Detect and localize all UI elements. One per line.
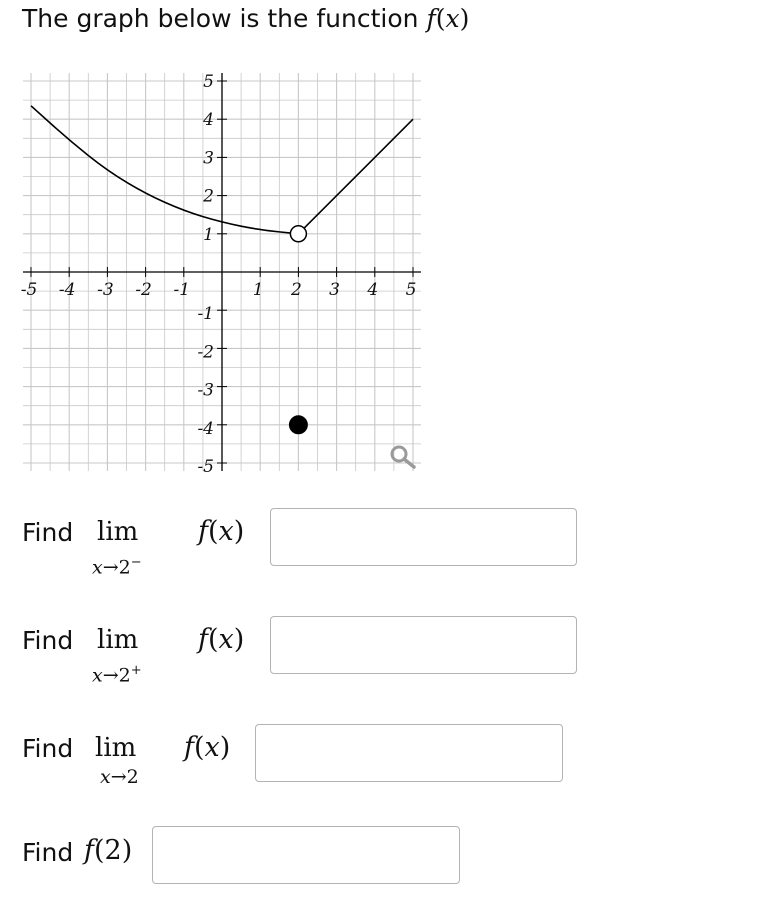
magnifier-icon[interactable] [388,442,418,472]
find-label: Find [22,518,74,547]
x-tick-label: 1 [252,280,264,300]
x-tick-label: -4 [58,280,76,300]
y-tick-label: -2 [197,342,214,363]
function-notation: f(x) [426,4,470,33]
tick-labels [21,72,417,477]
left-limit-input[interactable] [270,508,577,566]
y-tick-label: 2 [203,186,214,207]
x-tick-label: -3 [97,280,114,300]
y-tick-label: 1 [203,224,214,245]
x-tick-label: -1 [173,280,191,300]
open-point [290,226,306,242]
x-tick-label: -2 [135,280,152,300]
y-tick-label: 4 [203,110,214,131]
y-tick-label: -3 [197,380,214,401]
limit-subscript: x→2 [100,766,139,788]
prompt-heading [22,4,469,33]
prompt-text: The graph below is the function [22,4,419,33]
y-tick-label: 3 [203,148,214,169]
find-label: Find [22,734,74,763]
two-sided-limit-input[interactable] [255,724,563,782]
x-tick-label: 5 [405,280,417,300]
y-tick-label: -5 [197,457,214,477]
x-tick-label: 4 [367,280,379,300]
function-expression: f(2) [84,835,133,866]
function-value-input[interactable] [152,826,460,884]
limit-subscript: x→2− [92,555,142,579]
x-tick-label: -5 [20,280,38,300]
function-expression: f(x) [184,732,231,763]
y-tick-label: -1 [197,304,214,325]
x-tick-label: 2 [290,280,302,300]
axes [20,73,421,471]
find-label: Find [22,626,74,655]
limit-subscript: x→2+ [92,663,142,687]
function-expression: f(x) [198,516,245,547]
closed-point [289,416,307,434]
function-variable: x [445,4,460,33]
right-limit-input[interactable] [270,616,577,674]
find-label: Find [22,838,74,867]
x-tick-label: 3 [329,280,341,300]
lim-label: lim [95,733,137,763]
function-graph [0,64,440,484]
y-tick-label: 5 [203,72,214,92]
lim-label: lim [97,517,139,547]
function-expression: f(x) [198,624,245,655]
lim-label: lim [97,625,139,655]
function-name: f [426,4,436,33]
y-tick-label: -4 [197,418,214,439]
